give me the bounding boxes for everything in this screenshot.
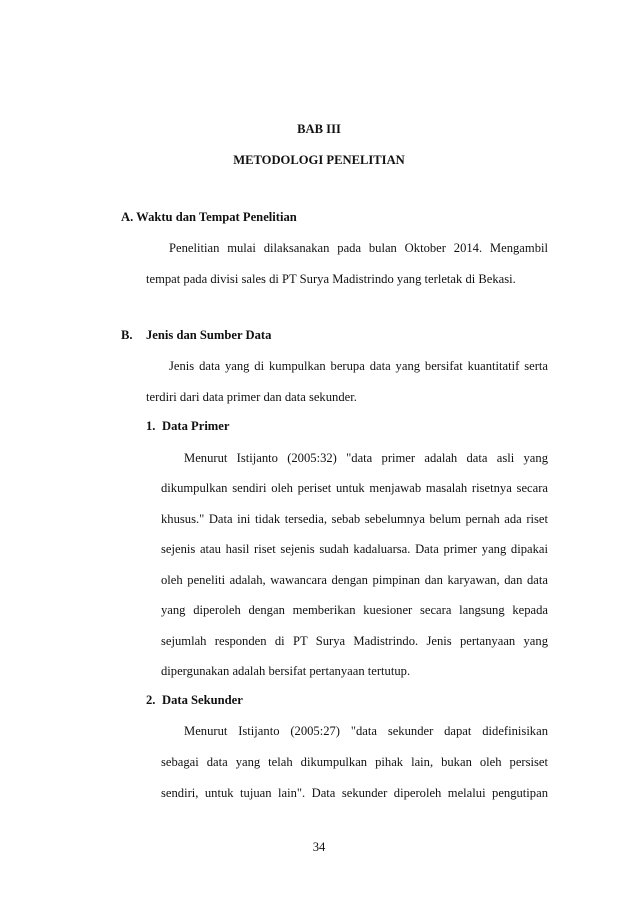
sekunder-line-1: Menurut Istijanto (2005:27) "data sekunder dapat didefinisikan [184,724,548,738]
sekunder-line-3: sendiri, untuk tujuan lain". Data sekunder diperoleh melalui pengutipan [161,786,548,800]
subsection-2-number: 2. [146,693,156,707]
section-b-letter: B. [121,328,133,342]
subsection-2-heading: Data Sekunder [162,693,243,707]
primer-line-3: khusus." Data ini tidak tersedia, sebab sebelumnya belum pernah ada riset [161,512,548,526]
chapter-number: BAB III [297,122,341,136]
primer-line-7: sejumlah responden di PT Surya Madistrindo. Jenis pertanyaan yang [161,634,548,648]
primer-line-8: dipergunakan adalah bersifat pertanyaan tertutup. [161,664,411,678]
section-b-line-2: terdiri dari data primer dan data sekunder. [146,390,357,404]
section-b-line-1: Jenis data yang di kumpulkan berupa data yang bersifat kuantitatif serta [169,359,548,373]
section-a-heading: A. Waktu dan Tempat Penelitian [121,210,297,224]
subsection-1-heading: Data Primer [162,419,230,433]
primer-line-1: Menurut Istijanto (2005:32) "data primer adalah data asli yang [184,451,548,465]
subsection-1-number: 1. [146,419,156,433]
primer-line-2: dikumpulkan sendiri oleh periset untuk menjawab masalah risetnya secara [161,481,548,495]
primer-line-4: sejenis atau hasil riset sejenis sudah kadaluarsa. Data primer yang dipakai [161,542,548,556]
section-b-heading: Jenis dan Sumber Data [146,328,272,342]
primer-line-6: yang diperoleh dengan memberikan kuesioner secara langsung kepada [161,603,548,617]
sekunder-line-2: sebagai data yang telah dikumpulkan pihak lain, bukan oleh persiset [161,755,548,769]
chapter-title: METODOLOGI PENELITIAN [233,153,405,167]
section-a-line-1: Penelitian mulai dilaksanakan pada bulan Oktober 2014. Mengambil [169,241,548,255]
primer-line-5: oleh peneliti adalah, wawancara dengan pimpinan dan karyawan, dan data [161,573,548,587]
section-a-line-2: tempat pada divisi sales di PT Surya Madistrindo yang terletak di Bekasi. [146,272,516,286]
page-number: 34 [312,840,326,854]
